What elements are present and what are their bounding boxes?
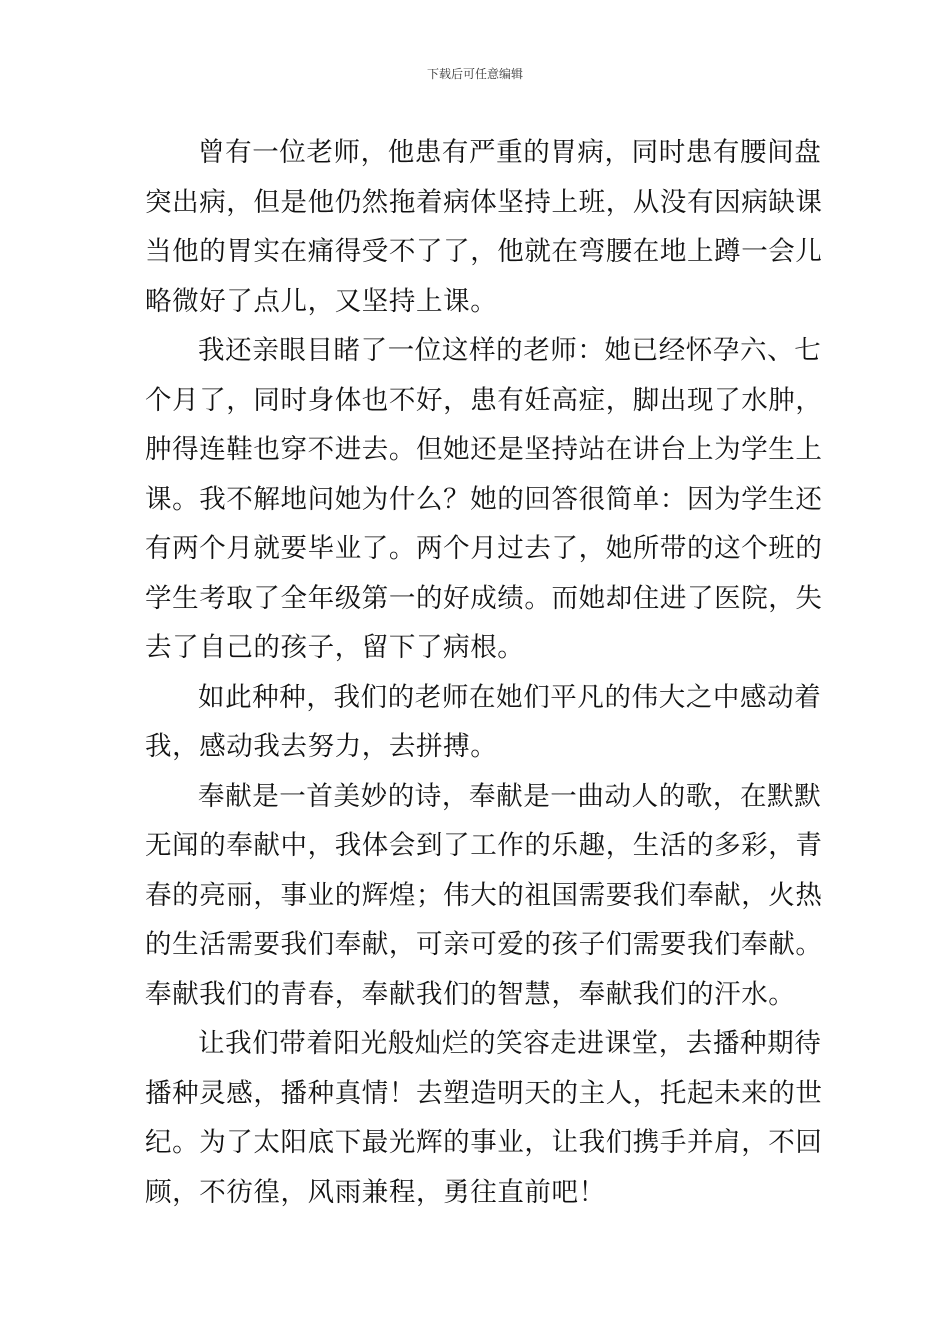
text-line: 我还亲眼目睹了一位这样的老师：她已经怀孕六、七 [198,335,822,366]
text-line: 无闻的奉献中，我体会到了工作的乐趣，生活的多彩，青 [145,830,823,861]
text-line: 略微好了点儿，又坚持上课。 [145,285,498,317]
page-header: 下载后可任意编辑 [426,67,523,81]
text-line: 曾有一位老师，他患有严重的胃病，同时患有腰间盘 [198,137,822,168]
text-line: 课。我不解地问她为什么？她的回答很简单：因为学生还 [145,483,823,515]
text-line: 奉献是一首美妙的诗，奉献是一曲动人的歌，在默默 [198,780,822,812]
text-line: 学生考取了全年级第一的好成绩。而她却住进了医院，失 [145,582,823,614]
document-body [145,128,823,1217]
paragraph [145,128,823,326]
text-line: 纪。为了太阳底下最光辉的事业，让我们携手并肩，不回 [145,1127,823,1158]
paragraph [145,772,823,1020]
text-line: 有两个月就要毕业了。两个月过去了，她所带的这个班的 [145,533,823,564]
paragraph [145,673,822,772]
text-line: 让我们带着阳光般灿烂的笑容走进课堂，去播种期待 [198,1028,822,1059]
text-line: 去了自己的孩子，留下了病根。 [145,632,525,663]
text-line: 突出病，但是他仍然拖着病体坚持上班，从没有因病缺课 [145,186,823,218]
text-line: 播种灵感，播种真情！去塑造明天的主人，托起未来的世 [145,1077,823,1109]
paragraph [145,1019,823,1217]
text-line: 我，感动我去努力，去拼搏。 [145,731,498,762]
text-line: 当他的胃实在痛得受不了了，他就在弯腰在地上蹲一会儿 [145,236,823,267]
text-line: 的生活需要我们奉献，可亲可爱的孩子们需要我们奉献。 [145,929,823,960]
text-line: 肿得连鞋也穿不进去。但她还是坚持站在讲台上为学生上 [145,434,823,465]
text-line: 奉献我们的青春，奉献我们的智慧，奉献我们的汗水。 [145,978,796,1010]
text-line: 顾，不彷徨，风雨兼程，勇往直前吧！ [145,1176,606,1208]
paragraph [145,326,823,673]
text-line: 个月了，同时身体也不好，患有妊高症，脚出现了水肿， [145,384,823,416]
text-line: 春的亮丽，事业的辉煌；伟大的祖国需要我们奉献，火热 [145,879,823,911]
text-line: 如此种种，我们的老师在她们平凡的伟大之中感动着 [198,681,822,713]
